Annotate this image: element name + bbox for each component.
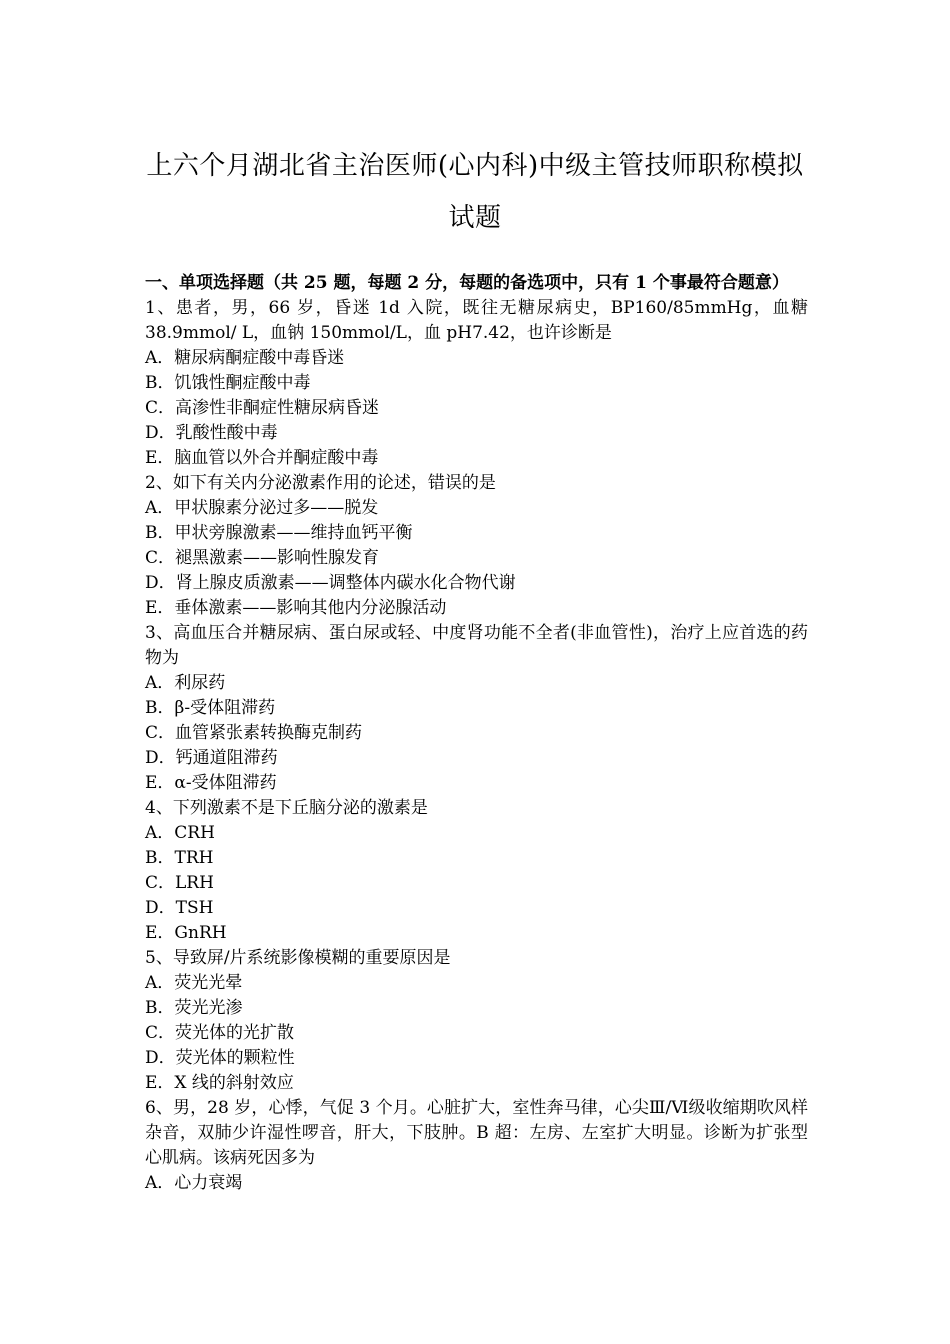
question-5 [145, 946, 808, 1096]
answer-option: D．钙通道阻滞药 [145, 748, 278, 768]
question-stem: 4、下列激素不是下丘脑分泌的激素是 [145, 798, 428, 818]
question-2 [145, 471, 808, 621]
answer-option: A．甲状腺素分泌过多——脱发 [145, 498, 379, 518]
question-stem: 5、导致屏/片系统影像模糊的重要原因是 [145, 948, 451, 968]
answer-option: E．垂体激素——影响其他内分泌腺活动 [145, 598, 447, 618]
answer-option: A．CRH [145, 823, 215, 843]
section-heading: 一、单项选择题（共 25 题，每题 2 分，每题的备选项中，只有 1 个事最符合题意） [145, 273, 789, 293]
document-body [145, 271, 808, 1196]
answer-option: E．X 线的斜射效应 [145, 1073, 294, 1093]
question-3 [145, 621, 808, 796]
question-stem: 6、男，28 岁，心悸，气促 3 个月。心脏扩大，室性奔马律，心尖Ⅲ/Ⅵ级收缩期吹风样杂音，双肺少许湿性啰音，肝大，下肢肿。B 超：左房、左室扩大明显。诊断为扩张型心肌病。该病死因多为 [145, 1098, 808, 1168]
document-title: 上六个月湖北省主治医师(心内科)中级主管技师职称模拟试题 [146, 151, 804, 233]
answer-option: A．心力衰竭 [145, 1173, 243, 1193]
question-stem: 3、高血压合并糖尿病、蛋白尿或轻、中度肾功能不全者(非血管性)，治疗上应首选的药物为 [145, 623, 808, 668]
answer-option: D．乳酸性酸中毒 [145, 423, 278, 443]
question-1 [145, 296, 808, 471]
answer-option: C．高渗性非酮症性糖尿病昏迷 [145, 398, 380, 418]
question-6 [145, 1096, 808, 1196]
answer-option: D．肾上腺皮质激素——调整体内碳水化合物代谢 [145, 573, 516, 593]
answer-option: B．甲状旁腺激素——维持血钙平衡 [145, 523, 413, 543]
answer-option: E．α-受体阻滞药 [145, 773, 277, 793]
answer-option: B．饥饿性酮症酸中毒 [145, 373, 311, 393]
answer-option: A．荧光光晕 [145, 973, 243, 993]
answer-option: B．β-受体阻滞药 [145, 698, 276, 718]
answer-option: B．TRH [145, 848, 214, 868]
answer-option: C．血管紧张素转换酶克制药 [145, 723, 363, 743]
answer-option: C．LRH [145, 873, 214, 893]
question-stem: 2、如下有关内分泌激素作用的论述，错误的是 [145, 473, 496, 493]
answer-option: E．GnRH [145, 923, 227, 943]
answer-option: A．利尿药 [145, 673, 226, 693]
answer-option: D．荧光体的颗粒性 [145, 1048, 295, 1068]
answer-option: A．糖尿病酮症酸中毒昏迷 [145, 348, 345, 368]
answer-option: D．TSH [145, 898, 214, 918]
answer-option: B．荧光光渗 [145, 998, 243, 1018]
question-4 [145, 796, 808, 946]
question-stem: 1、患者，男，66 岁，昏迷 1d 入院，既往无糖尿病史，BP160/85mmHg，血糖 38.9mmol/ L，血钠 150mmol/L，血 pH7.42，也许诊断是 [145, 298, 808, 343]
answer-option: C．荧光体的光扩散 [145, 1023, 295, 1043]
answer-option: E．脑血管以外合并酮症酸中毒 [145, 448, 379, 468]
answer-option: C．褪黑激素——影响性腺发育 [145, 548, 380, 568]
